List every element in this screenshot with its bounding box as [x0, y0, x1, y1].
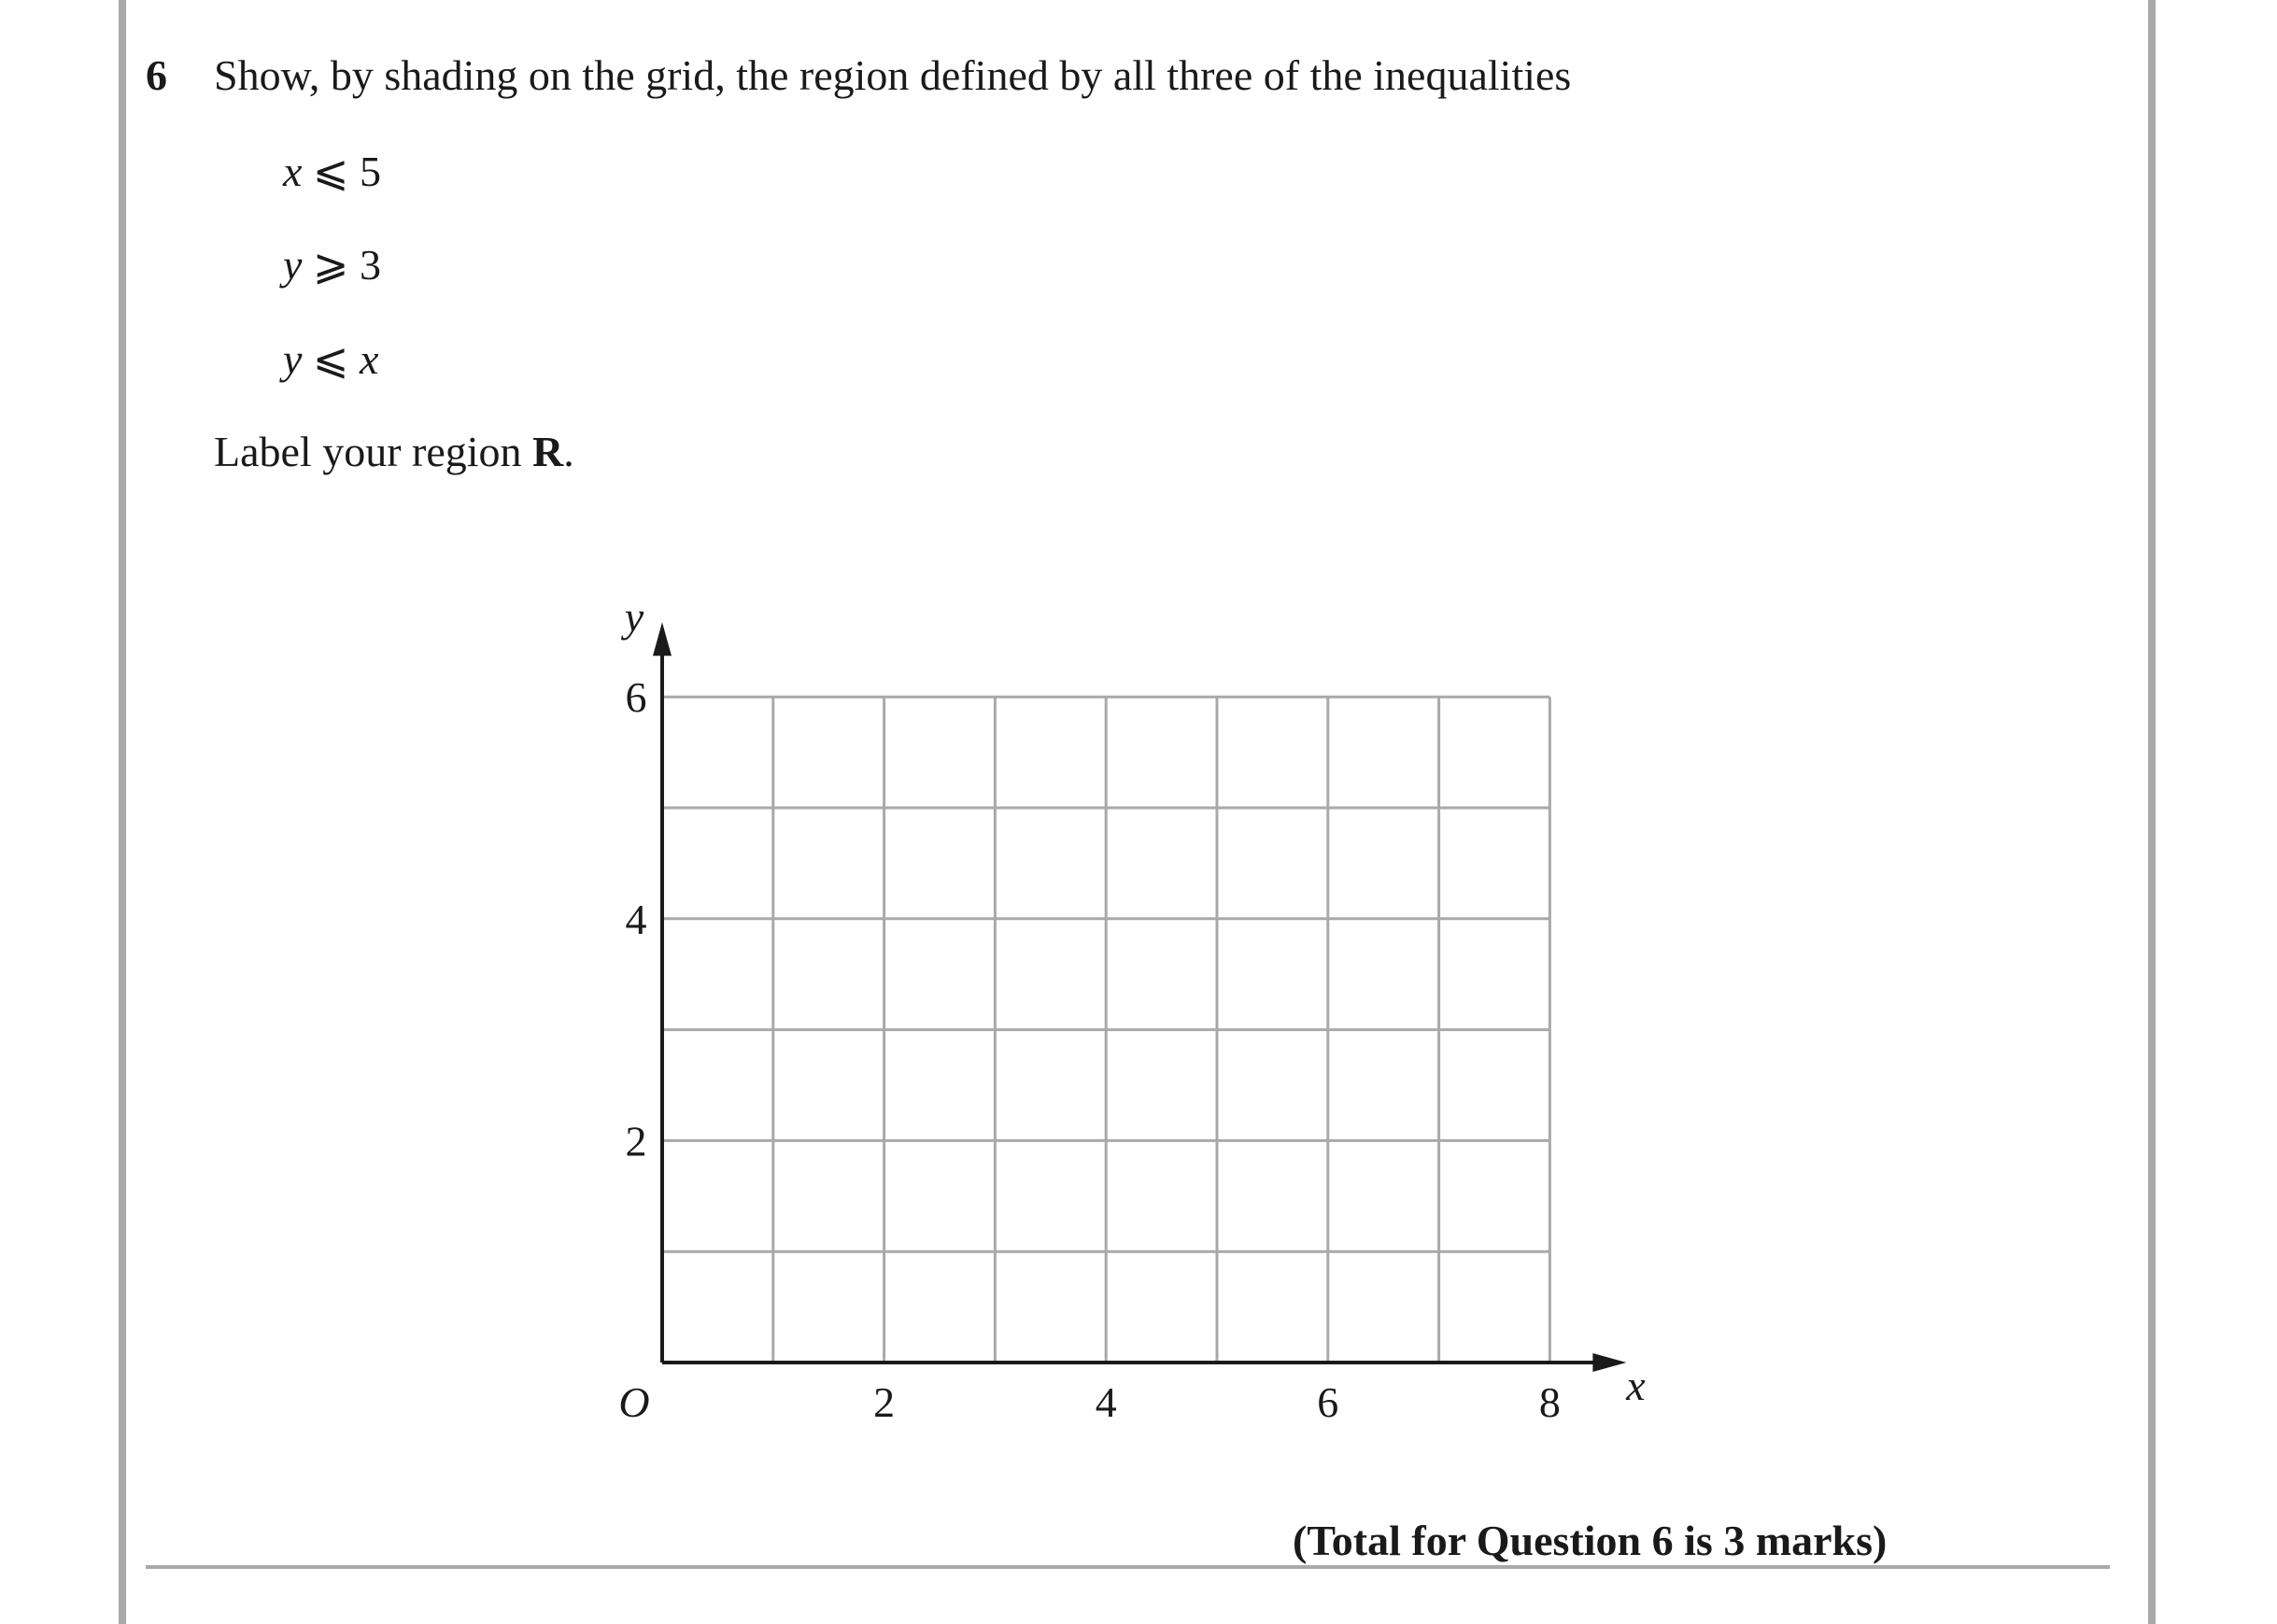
axes	[653, 622, 1626, 1372]
question-prompt: Show, by shading on the grid, the region defined by all three of the inequalities	[214, 51, 1572, 99]
inequality-2-lhs: y	[283, 241, 303, 289]
inequality-1-lhs: x	[283, 148, 303, 195]
inequality-2-rhs: 3	[359, 241, 381, 289]
x-tick-label-4: 4	[1095, 1378, 1117, 1426]
x-tick-label-2: 2	[873, 1378, 896, 1426]
inequality-1-rhs: 5	[359, 148, 381, 195]
grid-lines	[662, 697, 1549, 1363]
y-tick-label-6: 6	[625, 673, 647, 722]
y-axis-label: y	[624, 593, 644, 642]
inequality-2-op: ⩾	[312, 241, 349, 289]
x-axis-label: x	[1626, 1362, 1646, 1409]
inequality-3-lhs: y	[283, 335, 303, 383]
label-instruction-suffix: .	[563, 428, 574, 475]
x-axis-arrow	[1592, 1353, 1626, 1372]
label-instruction-prefix: Label your region	[214, 428, 533, 475]
bottom-rule	[146, 1565, 2110, 1569]
y-axis-arrow	[653, 622, 672, 656]
question-total: (Total for Question 6 is 3 marks)	[1293, 1517, 1888, 1564]
x-tick-label-6: 6	[1317, 1378, 1339, 1426]
inequality-1-op: ⩽	[312, 148, 349, 195]
y-tick-label-2: 2	[625, 1117, 647, 1165]
inequality-3-rhs: x	[359, 335, 379, 383]
label-instruction-region: R	[532, 428, 564, 475]
x-tick-label-8: 8	[1538, 1378, 1561, 1426]
inequality-3-op: ⩽	[312, 335, 349, 383]
y-tick-label-4: 4	[625, 895, 647, 943]
question-number: 6	[146, 51, 167, 99]
origin-label: O	[618, 1378, 650, 1426]
